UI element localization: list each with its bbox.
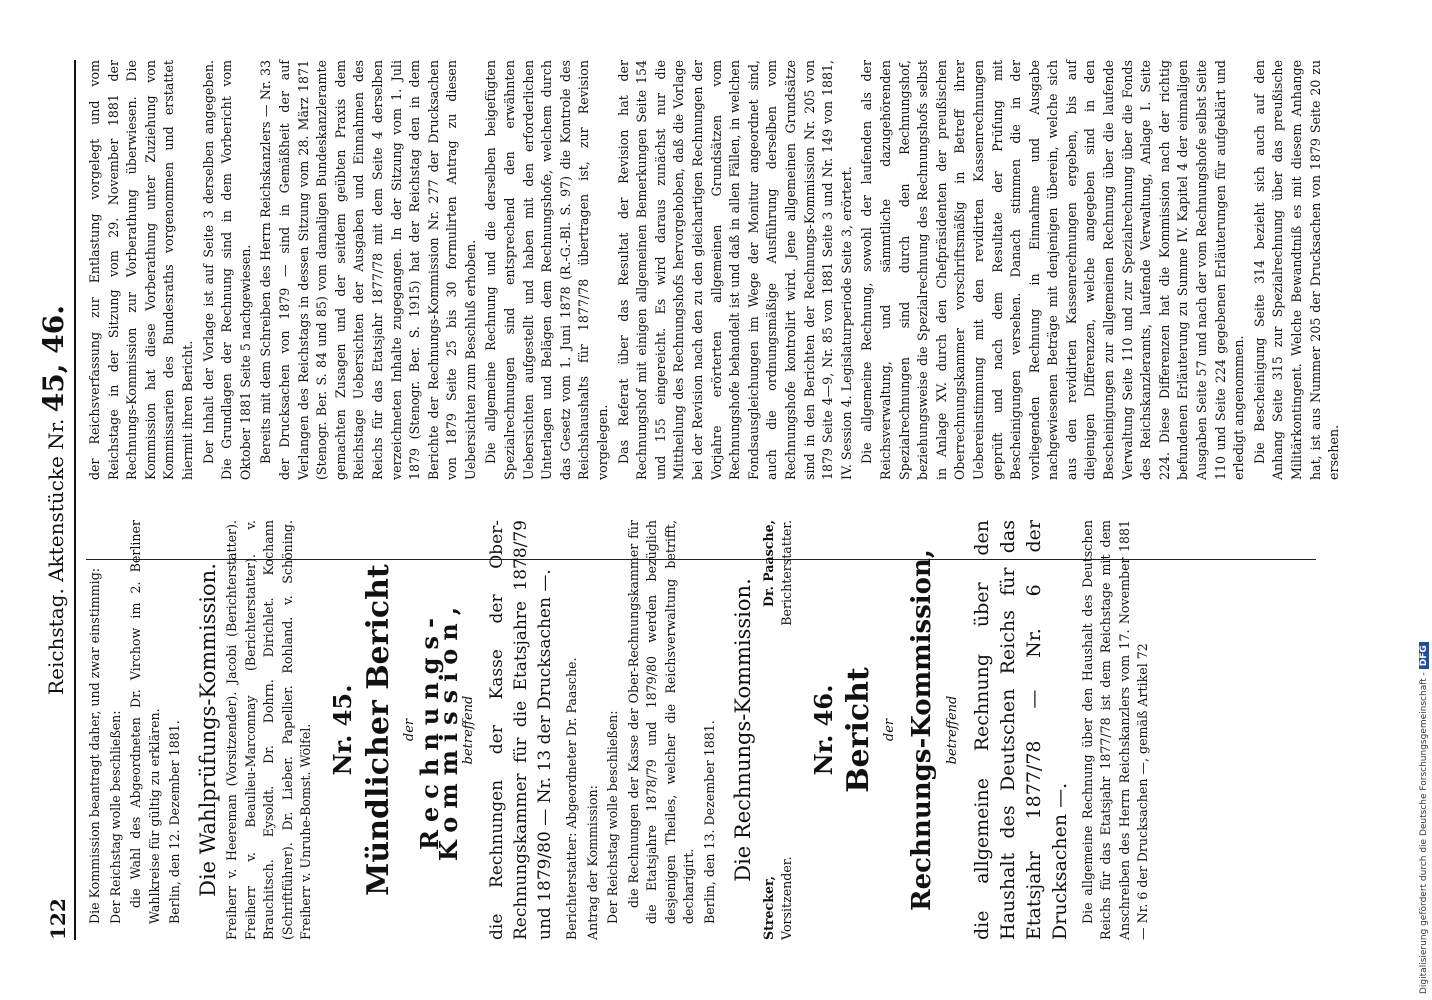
commission-name-46: Rechnungs-Kommission, xyxy=(907,549,938,911)
credit-text: Digitalisierung gefördert durch die Deutsche Forschungsgemeinschaft - xyxy=(1419,672,1429,994)
commission-name-45: Rechnungs-Kommission, xyxy=(415,598,463,862)
header-title xyxy=(37,60,70,940)
der-label: der xyxy=(401,718,417,742)
paragraph: die Wahl des Abgeordneten Dr. Virchow im 2. Berliner Wahlkreise für gültig zu erklären. xyxy=(128,520,162,924)
signature-rapporteur: Dr. Paasche, xyxy=(760,520,776,607)
right-column xyxy=(86,60,1342,480)
paragraph: Bereits mit dem Schreiben des Herrn Reichskanzlers — Nr. 33 der Drucksachen von 1879 — sind in Gemäßheit der auf Verlangen des Reichstags in dessen Sitzung vom 28. März 1871 (Stenogr. Ber. S. 84 und 85) vom damaligen Bundeskanzleramte gemachten Zusagen und der seitdem geübten Praxis dem Reichstage Uebersichten der Ausgaben und Einnahmen des Reichs für das Etatsjahr 1877/78 mit dem Seite 4 derselben verzeichneten Inhalte zugegangen. In der Sitzung vom 1. Juli 1879 (Stenogr. Ber. S. 1915) hat der Reichstag den in dem Berichte der Rechnungs-Kommission Nr. 277 der Drucksachen von 1879 Seite 25 bis 30 formulirten Antrag zu diesen Uebersichten zum Beschluß erhoben. xyxy=(258,60,478,480)
date-line: Berlin, den 12. Dezember 1881. xyxy=(167,720,183,924)
paragraph: Die Bescheinigung Seite 314 bezieht sich auch auf den Anhang Seite 315 zur Spezialrechnung über das preußische Militärkontingent. Welche Bewandtniß es mit diesem Anhange hat, ist aus Nummer 205 der Drucksachen von 1879 Seite 20 zu ersehen. xyxy=(1251,60,1342,480)
betreffend-label: betreffend xyxy=(945,695,961,765)
section-title-45: Mündlicher Bericht xyxy=(360,564,396,896)
paragraph: der Reichsverfassung zur Entlastung vorgelegt und vom Reichstage in der Sitzung vom 29. November 1881 der Rechnungs-Kommission zur Vorberathung überwiesen. Die Kommission hat diese Vorberathung unter Zuziehung von Kommissarien des Bundesraths vorgenommen und erstattet hiermit ihren Bericht. xyxy=(87,60,195,480)
page-header xyxy=(37,60,76,940)
header-numbers: 45, 46. xyxy=(37,305,70,413)
signature-rapporteur-role: Berichterstatter. xyxy=(779,520,795,626)
section-number-46: Nr. 46. xyxy=(808,684,838,776)
commission-title: Die Rechnungs-Kommission. xyxy=(730,578,755,882)
signature-chair: Strecker, xyxy=(760,875,776,940)
date-line: Berlin, den 13. Dezember 1881. xyxy=(702,720,718,924)
paragraph: Die allgemeine Rechnung und die derselben beigefügten Spezialrechnungen sind entsprechend den erwähnten Uebersichten aufgestellt und haben mit den erforderlichen Unterlagen und Belägen dem Rechnungshofe, welchem durch das Gesetz vom 1. Juni 1878 (R.-G.-Bl. S. 97) die Kontrole des Reichshaushalts für 1877/78 übertragen ist, zur Revision vorgelegen. xyxy=(483,60,611,480)
paragraph: Das Referat über das Resultat der Revision hat der Rechnungshof mit einigen allgemeinen Bemerkungen Seite 154 und 155 eingereicht. Es wird daraus zunächst nur die Mittheilung des Rechnungshofs hervorgehoben, daß die Vorlage bei der Revision nach den zu den gleichartigen Rechnungen der Vorjahre erörterten allgemeinen Grundsätzen vom Rechnungshofe behandelt ist und daß in allen Fällen, in welchen Fondsausgleichungen im Wege der Monitur angeordnet sind, auch die ordnungsmäßige Ausführung derselben vom Rechnungshofe kontrolirt wird. Jene allgemeinen Grundsätze sind in den Berichten der Rechnungs-Kommission Nr. 205 von 1879 Seite 4—9, Nr. 85 von 1881 Seite 3 und Nr. 149 von 1881, IV. Session 4. Legislaturperiode Seite 3, erörtert. xyxy=(615,60,854,480)
text-columns xyxy=(86,60,1342,940)
paragraph: Der Inhalt der Vorlage ist auf Seite 3 derselben angegeben. Die Grundlagen der Rechnung sind in dem Vorbericht vom Oktober 1881 Seite 5 nachgewiesen. xyxy=(200,60,253,480)
motion-intro: Der Reichstag wolle beschließen: xyxy=(605,710,621,924)
paragraph: Die allgemeine Rechnung über den Haushalt des Deutschen Reichs für das Etatsjahr 1877/78 ist dem Reichstage mit dem Anschreiben des Herrn Reichskanzlers vom 17. November 1881 — Nr. 6 der Drucksachen —, gemäß Artikel 72 xyxy=(1079,520,1151,940)
rapporteur: Berichterstatter: Abgeordneter Dr. Paasche. xyxy=(563,657,579,940)
paragraph: Der Reichstag wolle beschließen: xyxy=(107,710,123,924)
page-number: 122 xyxy=(46,898,70,940)
header-center-text: Reichstag. Aktenstücke Nr. xyxy=(44,418,68,695)
left-column xyxy=(86,520,1316,940)
subject-46: die allgemeine Rechnung über den Haushalt des Deutschen Reichs für das Etatsjahr 1877/78 — Nr. 6 der Drucksachen —. xyxy=(970,520,1071,940)
commission-title: Die Wahlprüfungs-Kommission. xyxy=(195,563,220,897)
digitization-credit xyxy=(1419,14,1431,994)
motion-text: die Rechnungen der Kasse der Ober-Rechnungskammer für die Etatsjahre 1878/79 und 1879/80 werden bezüglich desjenigen Theiles, welcher die Reichsverwaltung betrifft, decharigirt. xyxy=(625,520,697,924)
betreffend-label: betreffend xyxy=(461,695,477,765)
paragraph: Die allgemeine Rechnung, sowohl der laufenden als der Reichsverwaltung, und sämmtliche dazugehörenden Spezialrechnungen sind durch den Rechnungshof, beziehungsweise die Spezialrechnung des Rechnungshofs selbst in Anlage XV. durch den Chefpräsidenten der preußischen Oberrechnungskammer vorschriftsmäßig in Betreff ihrer Uebereinstimmung mit den revidirten Kassenrechnungen geprüft und nach dem Resultate der Prüfung mit Bescheinigungen versehen. Danach stimmen die in der vorliegenden Rechnung in Einnahme und Ausgabe nachgewiesenen Beträge mit denjenigen überein, welche sich aus den revidirten Kassenrechnungen ergeben, bis auf diejenigen Differenzen, welche angegeben sind in den Bescheinigungen zur allgemeinen Rechnung über die laufende Verwaltung Seite 110 und zur Spezialrechnung über die Fonds des Reichskanzleramts, laufende Verwaltung, Anlage I. Seite 224. Diese Differenzen hat die Kommission nach der richtig befundenen Erläuterung zu Summe IV. Kapitel 4 der einmaligen Ausgaben Seite 57 und nach der vom Rechnungshofe selbst Seite 110 und Seite 224 gegebenen Erläuterungen für aufgeklärt und erledigt angenommen. xyxy=(859,60,1247,480)
section-number-45: Nr. 45. xyxy=(327,684,357,776)
commission-members: Freiherr v. Heereman (Vorsitzender). Jacobi (Berichterstatter). Freiherr v. Beaulieu-Marconnay (Berichterstatter). v. Brauchitsch. Eysoldt. Dr. Dohrn. Dirichlet. Kochann (Schriftführer). Dr. Lieber. Papellier. Rohland. v. Schöning. Freiherr v. Unruhe-Bomst. Wölfel. xyxy=(223,520,314,940)
section-title-46: Bericht xyxy=(841,667,877,793)
dfg-logo: DFG xyxy=(1419,642,1429,669)
paragraph: Die Kommission beantragt daher, und zwar einstimmig: xyxy=(87,567,102,924)
motion-label: Antrag der Kommission: xyxy=(584,785,600,940)
signature-chair-role: Vorsitzender. xyxy=(779,856,795,940)
der-label: der xyxy=(882,718,898,742)
signature-block xyxy=(760,520,797,940)
subject-45: die Rechnungen der Kasse der Ober-Rechnungskammer für die Etatsjahre 1878/79 und 1879/80 — Nr. 13 der Drucksachen —. xyxy=(486,520,555,940)
